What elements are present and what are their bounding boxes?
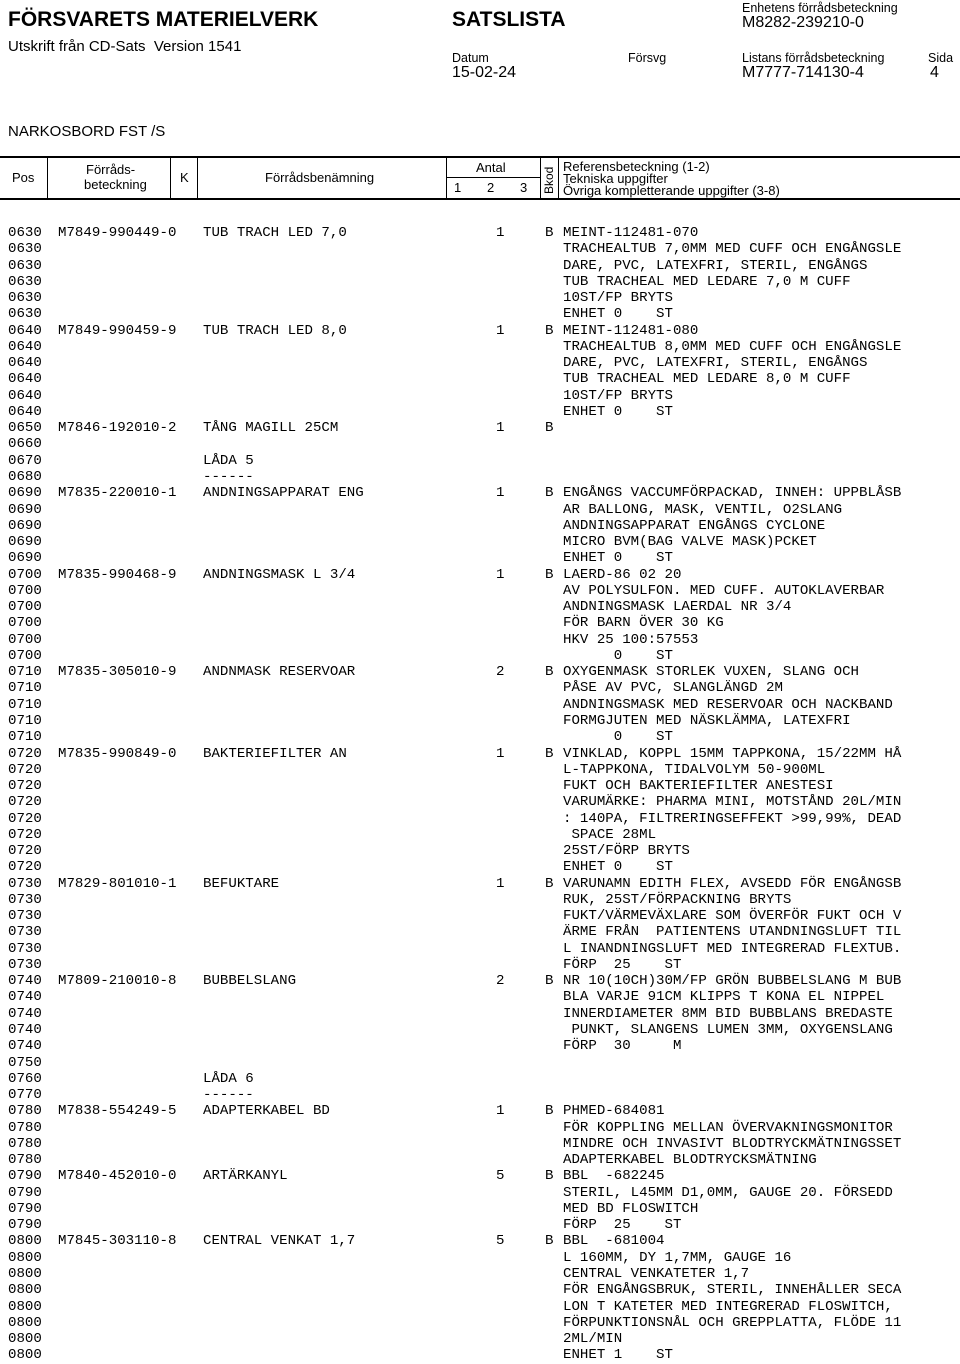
row-position: 0790 [8, 1200, 42, 1217]
row-bkod: B [545, 875, 554, 892]
row-position: 0720 [8, 810, 42, 827]
row-bkod: B [545, 1103, 554, 1120]
list-item [0, 1201, 960, 1217]
list-item [0, 664, 960, 680]
row-reference: FÖRP 30 M [563, 1038, 682, 1055]
page-number: 4 [930, 64, 939, 81]
list-item [0, 811, 960, 827]
row-reference: LAERD-86 02 20 [563, 566, 682, 583]
row-position: 0700 [8, 566, 42, 583]
row-bkod: B [545, 225, 554, 241]
row-position: 0740 [8, 1005, 42, 1022]
col-ref2: Tekniska uppgifter [563, 171, 668, 186]
list-item [0, 680, 960, 696]
row-bkod: B [545, 1168, 554, 1185]
row-reference: MED BD FLOSWITCH [563, 1200, 699, 1217]
list-item [0, 436, 960, 452]
row-reference: MEINT-112481-070 [563, 225, 699, 241]
row-position: 0640 [8, 322, 42, 339]
row-position: 0680 [8, 468, 42, 485]
row-position: 0700 [8, 647, 42, 664]
list-item [0, 1185, 960, 1201]
forsvg-label: Försvg [628, 51, 667, 65]
row-position: 0800 [8, 1249, 42, 1266]
row-reference: 0 ST [563, 729, 673, 746]
row-position: 0630 [8, 306, 42, 323]
list-item [0, 843, 960, 859]
row-position: 0670 [8, 452, 42, 469]
row-quantity: 5 [496, 1233, 505, 1250]
row-reference: INNERDIAMETER 8MM BID BUBBLANS BREDASTE [563, 1005, 893, 1022]
row-reference: VARUMÄRKE: PHARMA MINI, MOTSTÅND 20L/MIN [563, 794, 902, 811]
row-reference: ENHET 0 ST [563, 859, 673, 876]
list-item [0, 1217, 960, 1233]
list-item [0, 697, 960, 713]
row-position: 0740 [8, 973, 42, 990]
row-reference: FÖRP 25 ST [563, 1217, 682, 1234]
row-reference: ENHET 0 ST [563, 306, 673, 323]
row-quantity: 1 [496, 420, 505, 437]
row-reference: ENHET 1 ST [563, 1347, 673, 1364]
list-item [0, 989, 960, 1005]
list-item [0, 729, 960, 745]
list-item [0, 534, 960, 550]
row-position: 0700 [8, 599, 42, 616]
col-forrads-line2: beteckning [84, 177, 147, 192]
row-reference: ENHET 0 ST [563, 550, 673, 567]
row-position: 0640 [8, 387, 42, 404]
row-position: 0700 [8, 631, 42, 648]
row-stock-number: M7838-554249-5 [58, 1103, 177, 1120]
row-position: 0690 [8, 550, 42, 567]
row-reference: ANDNINGSMASK MED RESERVOAR OCH NACKBAND [563, 696, 893, 713]
row-position: 0800 [8, 1282, 42, 1299]
row-name: ANDNINGSMASK L 3/4 [203, 566, 356, 583]
list-item [0, 599, 960, 615]
list-item [0, 794, 960, 810]
row-name: ANDNMASK RESERVOAR [203, 664, 356, 681]
row-reference: HKV 25 100:57553 [563, 631, 699, 648]
row-reference: RUK, 25ST/FÖRPACKNING BRYTS [563, 891, 792, 908]
row-position: 0710 [8, 664, 42, 681]
row-position: 0800 [8, 1266, 42, 1282]
org-name: FÖRSVARETS MATERIELVERK [8, 8, 319, 31]
list-item [0, 1315, 960, 1331]
row-reference: L 160MM, DY 1,7MM, GAUGE 16 [563, 1249, 792, 1266]
row-name: TUB TRACH LED 7,0 [203, 225, 347, 241]
list-item [0, 258, 960, 274]
row-stock-number: M7835-220010-1 [58, 485, 177, 502]
row-position: 0650 [8, 420, 42, 437]
row-reference: BBL -681004 [563, 1233, 665, 1250]
list-item [0, 518, 960, 534]
row-reference: ANDNINGSMASK LAERDAL NR 3/4 [563, 599, 792, 616]
list-item [0, 290, 960, 306]
row-position: 0630 [8, 290, 42, 307]
list-item [0, 306, 960, 322]
list-item [0, 583, 960, 599]
row-reference: : 140PA, FILTRERINGSEFFEKT >99,99%, DEAD [563, 810, 902, 827]
row-position: 0630 [8, 225, 42, 241]
list-item [0, 762, 960, 778]
row-position: 0800 [8, 1347, 42, 1364]
list-item [0, 404, 960, 420]
row-quantity: 2 [496, 664, 505, 681]
row-quantity: 1 [496, 225, 505, 241]
row-reference: SPACE 28ML [563, 826, 657, 843]
row-position: 0710 [8, 729, 42, 746]
row-name: ------ [203, 468, 254, 485]
row-stock-number: M7835-990468-9 [58, 566, 177, 583]
document-type: SATSLISTA [452, 8, 566, 31]
list-item [0, 859, 960, 875]
row-position: 0700 [8, 582, 42, 599]
list-item [0, 1136, 960, 1152]
row-reference: DARE, PVC, LATEXFRI, STERIL, ENGÅNGS [563, 355, 868, 372]
row-bkod: B [545, 420, 554, 437]
row-bkod: B [545, 485, 554, 502]
row-position: 0700 [8, 615, 42, 632]
list-item [0, 453, 960, 469]
row-position: 0720 [8, 745, 42, 762]
row-reference: BBL -682245 [563, 1168, 665, 1185]
row-reference: AV POLYSULFON. MED CUFF. AUTOKLAVERBAR [563, 582, 885, 599]
print-info: Utskrift från CD-Sats Version 1541 [8, 38, 242, 55]
list-item [0, 1331, 960, 1347]
unit-designation-label: Enhetens förrådsbeteckning [742, 1, 898, 15]
list-item [0, 225, 960, 241]
row-position: 0780 [8, 1152, 42, 1169]
row-position: 0770 [8, 1087, 42, 1104]
row-position: 0740 [8, 989, 42, 1006]
list-item [0, 924, 960, 940]
item-list [0, 225, 960, 1364]
row-reference: TRACHEALTUB 8,0MM MED CUFF OCH ENGÅNGSLE [563, 338, 902, 355]
page-label: Sida [928, 51, 954, 65]
date-label: Datum [452, 51, 489, 65]
row-bkod: B [545, 322, 554, 339]
list-item [0, 876, 960, 892]
row-reference: FUKT/VÄRMEVÄXLARE SOM ÖVERFÖR FUKT OCH V [563, 908, 902, 925]
row-reference: TUB TRACHEAL MED LEDARE 8,0 M CUFF [563, 371, 851, 388]
row-position: 0800 [8, 1298, 42, 1315]
row-position: 0730 [8, 940, 42, 957]
row-reference: 10ST/FP BRYTS [563, 290, 673, 307]
col-antal-1: 1 [454, 180, 462, 195]
row-quantity: 1 [496, 1103, 505, 1120]
row-reference: ANDNINGSAPPARAT ENGÅNGS CYCLONE [563, 517, 826, 534]
list-item [0, 485, 960, 501]
row-position: 0790 [8, 1217, 42, 1234]
row-position: 0740 [8, 1038, 42, 1055]
row-reference: 10ST/FP BRYTS [563, 387, 673, 404]
row-stock-number: M7829-801010-1 [58, 875, 177, 892]
list-item [0, 1022, 960, 1038]
list-title: NARKOSBORD FST /S [8, 123, 166, 140]
row-position: 0750 [8, 1054, 42, 1071]
row-position: 0740 [8, 1022, 42, 1039]
list-item [0, 648, 960, 664]
list-item [0, 746, 960, 762]
list-item [0, 1038, 960, 1054]
row-position: 0720 [8, 778, 42, 795]
row-quantity: 2 [496, 973, 505, 990]
list-item [0, 892, 960, 908]
row-position: 0760 [8, 1070, 42, 1087]
list-item [0, 339, 960, 355]
col-antal-3: 3 [520, 180, 528, 195]
list-designation-label: Listans förrådsbeteckning [742, 51, 885, 65]
row-position: 0780 [8, 1135, 42, 1152]
row-reference: ENHET 0 ST [563, 403, 673, 420]
row-stock-number: M7846-192010-2 [58, 420, 177, 437]
list-item [0, 957, 960, 973]
row-bkod: B [545, 745, 554, 762]
row-bkod: B [545, 566, 554, 583]
row-position: 0790 [8, 1168, 42, 1185]
row-stock-number: M7849-990449-0 [58, 225, 177, 241]
list-item [0, 941, 960, 957]
row-name: ADAPTERKABEL BD [203, 1103, 330, 1120]
row-position: 0690 [8, 517, 42, 534]
row-reference: PUNKT, SLANGENS LUMEN 3MM, OXYGENSLANG [563, 1022, 893, 1039]
row-reference: 25ST/FÖRP BRYTS [563, 843, 690, 860]
row-reference: 2ML/MIN [563, 1331, 623, 1348]
list-item [0, 1266, 960, 1282]
row-reference: MINDRE OCH INVASIVT BLODTRYCKMÄTNINGSSET [563, 1135, 902, 1152]
list-item [0, 973, 960, 989]
row-position: 0710 [8, 696, 42, 713]
list-item [0, 469, 960, 485]
row-reference: MEINT-112481-080 [563, 322, 699, 339]
row-reference: FÖRP 25 ST [563, 956, 682, 973]
row-name: CENTRAL VENKAT 1,7 [203, 1233, 356, 1250]
row-position: 0730 [8, 956, 42, 973]
row-position: 0710 [8, 680, 42, 697]
row-reference: STERIL, L45MM D1,0MM, GAUGE 20. FÖRSEDD [563, 1184, 893, 1201]
list-designation-value: M7777-714130-4 [742, 64, 864, 81]
row-position: 0630 [8, 273, 42, 290]
row-position: 0730 [8, 924, 42, 941]
list-item [0, 1071, 960, 1087]
row-reference: LON T KATETER MED INTEGRERAD FLOSWITCH, [563, 1298, 893, 1315]
list-item [0, 274, 960, 290]
row-position: 0800 [8, 1314, 42, 1331]
row-reference: L INANDNINGSLUFT MED INTEGRERAD FLEXTUB. [563, 940, 902, 957]
row-name: ANDNINGSAPPARAT ENG [203, 485, 364, 502]
row-reference: TRACHEALTUB 7,0MM MED CUFF OCH ENGÅNGSLE [563, 241, 902, 258]
row-name: ------ [203, 1087, 254, 1104]
row-reference: BLA VARJE 91CM KLIPPS T KONA EL NIPPEL [563, 989, 885, 1006]
row-position: 0640 [8, 371, 42, 388]
list-item [0, 502, 960, 518]
row-reference: NR 10(10CH)30M/FP GRÖN BUBBELSLANG M BUB [563, 973, 902, 990]
row-position: 0720 [8, 859, 42, 876]
row-name: LÅDA 5 [203, 452, 254, 469]
row-name: ARTÄRKANYL [203, 1168, 288, 1185]
row-reference: FÖRPUNKTIONSNÅL OCH GREPPLATTA, FLÖDE 11 [563, 1314, 902, 1331]
col-antal: Antal [476, 160, 506, 175]
row-position: 0690 [8, 485, 42, 502]
list-item [0, 1299, 960, 1315]
row-reference: VARUNAMN EDITH FLEX, AVSEDD FÖR ENGÅNGSB [563, 875, 902, 892]
col-ref3: Övriga kompletterande uppgifter (3-8) [563, 183, 780, 198]
list-item [0, 1347, 960, 1363]
row-quantity: 1 [496, 745, 505, 762]
row-position: 0660 [8, 436, 42, 453]
column-header [0, 156, 960, 200]
list-item [0, 1120, 960, 1136]
list-item [0, 1233, 960, 1249]
row-position: 0780 [8, 1119, 42, 1136]
row-reference: TUB TRACHEAL MED LEDARE 7,0 M CUFF [563, 273, 851, 290]
row-name: BUBBELSLANG [203, 973, 297, 990]
row-reference: ÄRME FRÅN PATIENTENS UTANDNINGSLUFT TIL [563, 924, 902, 941]
row-position: 0710 [8, 712, 42, 729]
col-ref1: Referensbeteckning (1-2) [563, 159, 710, 174]
row-reference: DARE, PVC, LATEXFRI, STERIL, ENGÅNGS [563, 257, 868, 274]
row-position: 0730 [8, 891, 42, 908]
row-position: 0730 [8, 908, 42, 925]
row-reference: VINKLAD, KOPPL 15MM TAPPKONA, 15/22MM HÅ [563, 745, 902, 762]
list-item [0, 1103, 960, 1119]
row-position: 0730 [8, 875, 42, 892]
list-item [0, 827, 960, 843]
unit-designation-value: M8282-239210-0 [742, 14, 864, 31]
row-reference: FUKT OCH BAKTERIEFILTER ANESTESI [563, 778, 834, 795]
col-forrads-line1: Förråds- [86, 162, 136, 177]
list-item [0, 778, 960, 794]
list-item [0, 1282, 960, 1298]
row-bkod: B [545, 973, 554, 990]
row-stock-number: M7840-452010-0 [58, 1168, 177, 1185]
row-reference: ADAPTERKABEL BLODTRYCKSMÄTNING [563, 1152, 817, 1169]
list-item [0, 567, 960, 583]
list-item [0, 388, 960, 404]
col-benamning: Förrådsbenämning [265, 170, 375, 185]
row-quantity: 1 [496, 485, 505, 502]
list-item [0, 420, 960, 436]
row-name: BEFUKTARE [203, 875, 280, 892]
row-bkod: B [545, 1233, 554, 1250]
list-item [0, 1250, 960, 1266]
row-stock-number: M7835-305010-9 [58, 664, 177, 681]
row-stock-number: M7809-210010-8 [58, 973, 177, 990]
row-reference: FÖR ENGÅNGSBRUK, STERIL, INNEHÅLLER SECA [563, 1282, 902, 1299]
list-item [0, 713, 960, 729]
list-item [0, 1152, 960, 1168]
row-reference: MICRO BVM(BAG VALVE MASK)PCKET [563, 534, 817, 551]
list-item [0, 632, 960, 648]
row-quantity: 1 [496, 322, 505, 339]
row-position: 0800 [8, 1233, 42, 1250]
row-position: 0690 [8, 534, 42, 551]
row-position: 0630 [8, 257, 42, 274]
row-position: 0720 [8, 843, 42, 860]
row-position: 0790 [8, 1184, 42, 1201]
row-reference: 0 ST [563, 647, 673, 664]
row-name: TUB TRACH LED 8,0 [203, 322, 347, 339]
list-item [0, 550, 960, 566]
col-antal-2: 2 [487, 180, 495, 195]
list-item [0, 1087, 960, 1103]
row-reference: AR BALLONG, MASK, VENTIL, O2SLANG [563, 501, 843, 518]
row-position: 0780 [8, 1103, 42, 1120]
row-bkod: B [545, 664, 554, 681]
row-name: BAKTERIEFILTER AN [203, 745, 347, 762]
row-position: 0690 [8, 501, 42, 518]
row-position: 0640 [8, 355, 42, 372]
list-item [0, 1055, 960, 1071]
row-quantity: 1 [496, 875, 505, 892]
row-position: 0720 [8, 761, 42, 778]
row-reference: OXYGENMASK STORLEK VUXEN, SLANG OCH [563, 664, 860, 681]
list-item [0, 371, 960, 387]
row-position: 0800 [8, 1331, 42, 1348]
row-position: 0630 [8, 241, 42, 258]
list-item [0, 1168, 960, 1184]
row-reference: L-TAPPKONA, TIDALVOLYM 50-900ML [563, 761, 826, 778]
row-position: 0720 [8, 826, 42, 843]
row-position: 0640 [8, 338, 42, 355]
row-reference: CENTRAL VENKATETER 1,7 [563, 1266, 750, 1282]
row-reference: FÖR KOPPLING MELLAN ÖVERVAKNINGSMONITOR [563, 1119, 893, 1136]
list-item [0, 615, 960, 631]
list-item [0, 908, 960, 924]
row-quantity: 5 [496, 1168, 505, 1185]
row-reference: ENGÅNGS VACCUMFÖRPACKAD, INNEH: UPPBLÅSB [563, 485, 902, 502]
row-stock-number: M7849-990459-9 [58, 322, 177, 339]
row-position: 0720 [8, 794, 42, 811]
row-reference: FORMGJUTEN MED NÄSKLÄMMA, LATEXFRI [563, 712, 851, 729]
row-position: 0640 [8, 403, 42, 420]
date-value: 15-02-24 [452, 64, 517, 81]
row-stock-number: M7845-303110-8 [58, 1233, 177, 1250]
list-item [0, 241, 960, 257]
row-reference: FÖR BARN ÖVER 30 KG [563, 615, 724, 632]
row-name: LÅDA 6 [203, 1070, 254, 1087]
row-quantity: 1 [496, 566, 505, 583]
list-item [0, 355, 960, 371]
row-reference: PHMED-684081 [563, 1103, 665, 1120]
row-stock-number: M7835-990849-0 [58, 745, 177, 762]
list-item [0, 1006, 960, 1022]
row-name: TÅNG MAGILL 25CM [203, 420, 339, 437]
list-item [0, 323, 960, 339]
col-k: K [180, 170, 189, 185]
row-reference: PÅSE AV PVC, SLANGLÄNGD 2M [563, 680, 783, 697]
col-bkod: Bkod [542, 166, 556, 194]
col-pos: Pos [12, 170, 35, 185]
